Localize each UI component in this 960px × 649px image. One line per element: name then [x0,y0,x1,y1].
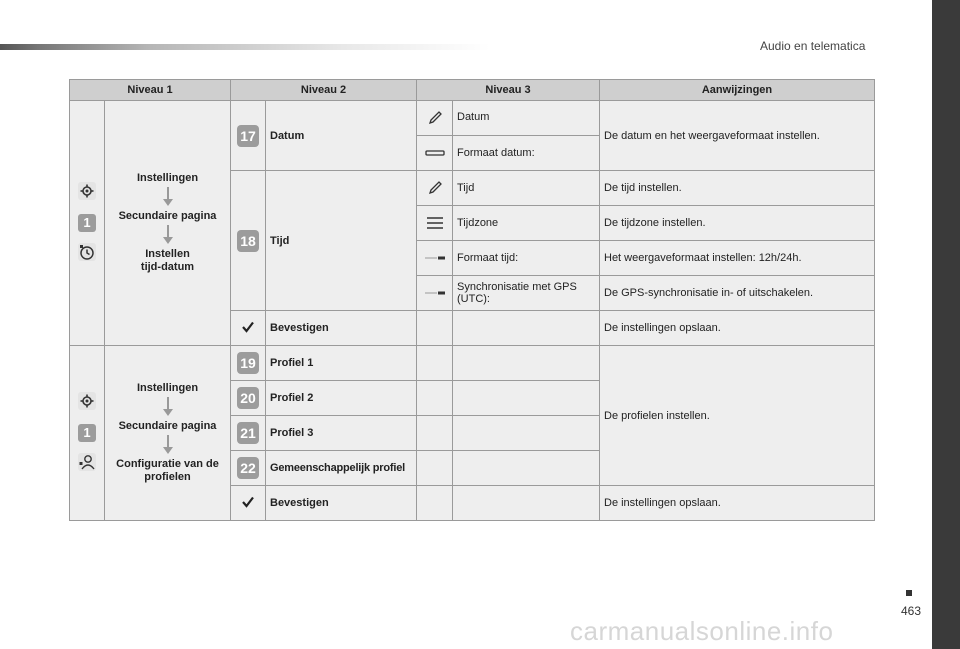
level2-label: Gemeenschappelijk profiel [266,451,417,486]
settings-icon [77,391,97,411]
note: De GPS-synchronisatie in- of uitschakelen. [600,276,875,311]
pencil-icon [427,180,443,196]
empty-cell [453,381,600,416]
level2-label: Profiel 3 [266,416,417,451]
level2-label: Datum [266,101,417,171]
menu-step: Configuratie van de profielen [116,458,219,483]
level-badge: 1 [78,214,96,232]
clock-settings-icon [77,242,97,262]
menu-step: Instellen tijd-datum [140,248,195,273]
level1-icons [70,101,105,346]
empty-cell [417,451,453,486]
menu-step: Secundaire pagina [118,420,217,432]
page-number: 463 [901,604,922,618]
level3-label: Synchronisatie met GPS (UTC): [453,276,600,311]
confirm-icon-cell [231,486,266,521]
step-badge: 18 [237,230,259,252]
watermark: carmanualsonline.info [570,616,834,646]
note: De instellingen opslaan. [600,311,875,346]
confirm-label: Bevestigen [266,311,417,346]
level2-label: Tijd [266,171,417,311]
section-title: Audio en telematica [760,39,866,53]
table-header-row [70,80,875,101]
step-number [231,451,266,486]
side-strip [932,0,960,649]
step-number [231,171,266,311]
toggle-icon [424,289,446,297]
note: Het weergaveformaat instellen: 12h/24h. [600,241,875,276]
page-marker [906,590,912,596]
arrow-down-icon [162,187,174,207]
level3-icon-cell [417,206,453,241]
level1-icons [70,346,105,521]
step-badge: 22 [237,457,259,479]
empty-cell [453,486,600,521]
note: De tijdzone instellen. [600,206,875,241]
level3-label: Tijdzone [453,206,600,241]
step-badge: 21 [237,422,259,444]
empty-cell [417,346,453,381]
level3-label: Formaat datum: [453,136,600,171]
level3-icon-cell [417,241,453,276]
settings-icon [77,181,97,201]
arrow-down-icon [162,225,174,245]
step-badge: 19 [237,352,259,374]
note: De instellingen opslaan. [600,486,875,521]
confirm-icon-cell [231,311,266,346]
note: De profielen instellen. [600,346,875,486]
arrow-down-icon [162,397,174,417]
empty-cell [417,311,453,346]
list-icon [426,216,444,230]
empty-cell [417,416,453,451]
note: De datum en het weergaveformaat instellen. [600,101,875,171]
level-badge: 1 [78,424,96,442]
menu-step: Instellingen [136,382,199,394]
profile-icon [77,452,97,472]
pencil-icon [427,110,443,126]
level3-label: Datum [453,101,600,136]
empty-cell [453,416,600,451]
level3-icon-cell [417,101,453,136]
step-number [231,381,266,416]
confirm-label: Bevestigen [266,486,417,521]
settings-table [69,79,875,521]
level2-label: Profiel 2 [266,381,417,416]
level2-label: Profiel 1 [266,346,417,381]
empty-cell [417,486,453,521]
step-number [231,346,266,381]
header-gradient-bar [0,44,490,50]
empty-cell [453,311,600,346]
toggle-icon [424,254,446,262]
step-badge: 20 [237,387,259,409]
column-header: Niveau 2 [231,80,417,101]
menu-step: Secundaire pagina [118,210,217,222]
column-header: Niveau 1 [70,80,231,101]
step-number [231,416,266,451]
level3-icon-cell [417,136,453,171]
level3-icon-cell [417,276,453,311]
level3-icon-cell [417,171,453,206]
menu-step: Instellingen [136,172,199,184]
level3-label: Tijd [453,171,600,206]
level1-menu [105,346,231,521]
check-icon [242,496,254,508]
check-icon [242,321,254,333]
step-badge: 17 [237,125,259,147]
empty-cell [453,451,600,486]
level3-label: Formaat tijd: [453,241,600,276]
arrow-down-icon [162,435,174,455]
step-number [231,101,266,171]
column-header: Niveau 3 [417,80,600,101]
level1-menu [105,101,231,346]
empty-cell [453,346,600,381]
note: De tijd instellen. [600,171,875,206]
empty-cell [417,381,453,416]
bar-icon [425,148,445,158]
column-header: Aanwijzingen [600,80,875,101]
